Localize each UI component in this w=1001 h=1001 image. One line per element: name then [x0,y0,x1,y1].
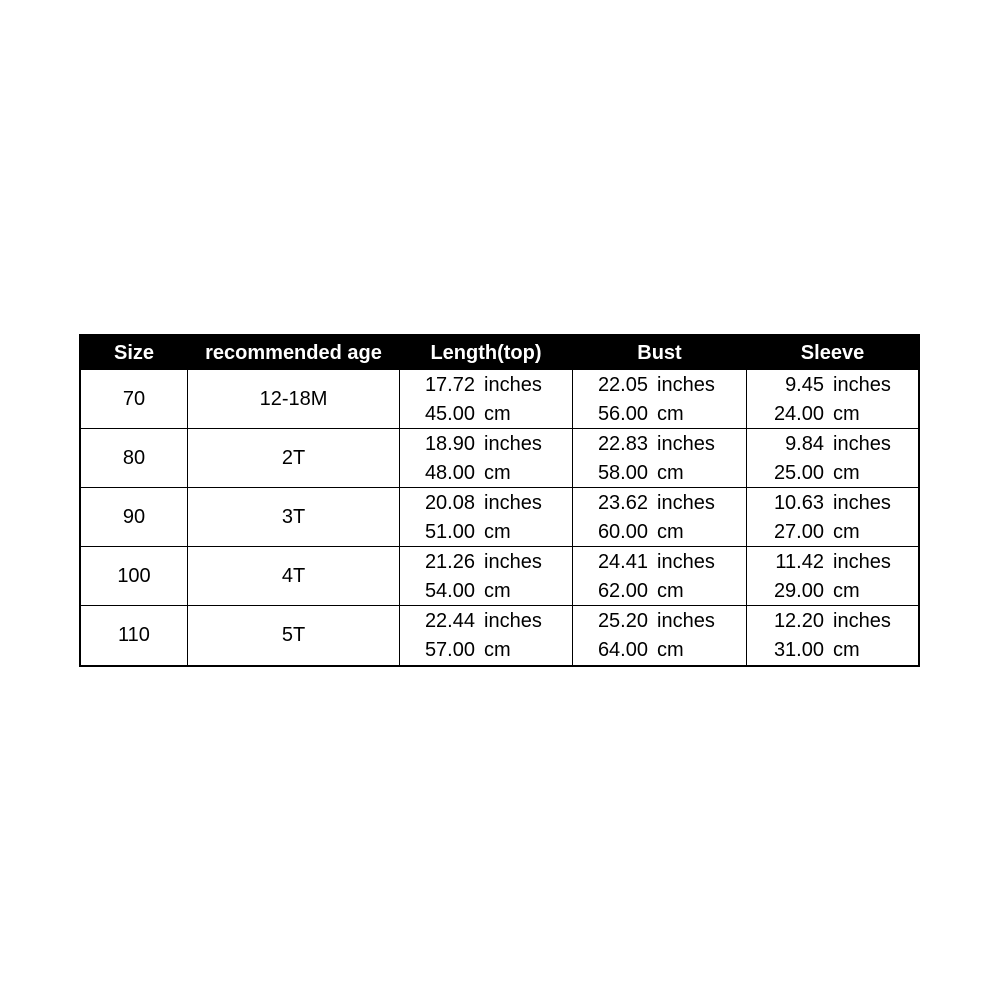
bust-inches-value: 22.83 [597,433,648,455]
unit-inches-label: inches [657,492,715,514]
sleeve-inches-line [767,548,891,577]
header-sleeve: Sleeve [800,342,865,364]
unit-cm-label: cm [484,521,511,543]
bust-inches-value: 24.41 [597,551,648,573]
unit-inches-label: inches [484,492,542,514]
table-row [81,606,918,665]
sleeve-cm-line [767,400,860,429]
bust-cm-line [594,518,684,547]
bust-cm-value: 58.00 [597,462,648,484]
size-chart-table [79,334,920,667]
length-inches-value: 20.08 [424,492,475,514]
length-cm-value: 51.00 [424,521,475,543]
sleeve-inches-line [767,489,891,518]
bust-inches-value: 23.62 [597,492,648,514]
sleeve-inches-line [767,371,891,400]
bust-cm-value: 60.00 [597,521,648,543]
bust-cm-value: 62.00 [597,580,648,602]
sleeve-inches-value: 10.63 [773,492,824,514]
unit-inches-label: inches [484,433,542,455]
unit-inches-label: inches [484,551,542,573]
length-cm-value: 48.00 [424,462,475,484]
unit-inches-label: inches [484,610,542,632]
table-row [81,370,918,429]
length-inches-line [421,430,542,459]
sleeve-cm-line [767,459,860,488]
bust-inches-line [594,607,715,636]
unit-inches-label: inches [833,433,891,455]
cell-sleeve [747,429,918,488]
unit-inches-label: inches [833,374,891,396]
cell-sleeve [747,547,918,606]
cell-recommended-age: 12-18M [259,388,328,410]
unit-inches-label: inches [833,610,891,632]
cell-recommended-age: 2T [281,447,306,469]
length-inches-line [421,607,542,636]
sleeve-inches-value: 9.45 [785,374,824,396]
unit-cm-label: cm [657,580,684,602]
bust-inches-line [594,430,715,459]
length-cm-line [421,636,511,665]
bust-inches-value: 25.20 [597,610,648,632]
cell-size: 100 [117,565,151,587]
sleeve-inches-line [767,430,891,459]
sleeve-inches-value: 11.42 [775,551,824,573]
unit-inches-label: inches [657,433,715,455]
sleeve-cm-value: 27.00 [773,521,824,543]
sleeve-cm-line [767,518,860,547]
cell-size: 70 [122,388,146,410]
length-cm-line [421,518,511,547]
cell-bust [573,606,746,665]
length-inches-line [421,371,542,400]
sleeve-inches-line [767,607,891,636]
length-cm-value: 45.00 [424,403,475,425]
unit-cm-label: cm [657,639,684,661]
length-cm-line [421,400,511,429]
unit-cm-label: cm [833,462,860,484]
cell-length [400,429,572,488]
sleeve-cm-line [767,636,860,665]
length-inches-line [421,548,542,577]
sleeve-cm-value: 29.00 [773,580,824,602]
unit-cm-label: cm [833,403,860,425]
cell-length [400,370,572,429]
unit-inches-label: inches [657,610,715,632]
bust-inches-line [594,371,715,400]
cell-recommended-age: 5T [281,624,306,646]
table-row [81,429,918,488]
unit-inches-label: inches [484,374,542,396]
cell-size: 110 [118,624,150,646]
sleeve-cm-value: 24.00 [773,403,824,425]
unit-cm-label: cm [484,580,511,602]
unit-cm-label: cm [833,639,860,661]
cell-bust [573,547,746,606]
unit-cm-label: cm [657,462,684,484]
cell-length [400,606,572,665]
sleeve-cm-line [767,577,860,606]
bust-inches-line [594,548,715,577]
length-inches-value: 17.72 [424,374,475,396]
length-inches-line [421,489,542,518]
bust-cm-line [594,577,684,606]
unit-inches-label: inches [833,551,891,573]
length-inches-value: 22.44 [424,610,475,632]
table-row [81,488,918,547]
sleeve-inches-value: 12.20 [773,610,824,632]
unit-cm-label: cm [484,639,511,661]
unit-inches-label: inches [657,551,715,573]
length-cm-value: 57.00 [424,639,475,661]
length-inches-value: 21.26 [424,551,475,573]
cell-bust [573,429,746,488]
table-row [81,547,918,606]
header-length: Length(top) [430,342,542,364]
bust-cm-line [594,636,684,665]
length-cm-value: 54.00 [424,580,475,602]
cell-recommended-age: 3T [281,506,306,528]
header-recommended-age: recommended age [205,342,382,364]
header-bust: Bust [637,342,682,364]
unit-cm-label: cm [484,403,511,425]
cell-length [400,547,572,606]
length-cm-line [421,459,511,488]
cell-sleeve [747,370,918,429]
cell-sleeve [747,606,918,665]
cell-length [400,488,572,547]
sleeve-inches-value: 9.84 [785,433,824,455]
unit-cm-label: cm [484,462,511,484]
bust-inches-line [594,489,715,518]
length-inches-value: 18.90 [424,433,475,455]
cell-size: 80 [122,447,146,469]
sleeve-cm-value: 25.00 [773,462,824,484]
cell-recommended-age: 4T [281,565,306,587]
bust-cm-line [594,459,684,488]
header-size: Size [113,342,155,364]
unit-inches-label: inches [833,492,891,514]
bust-cm-value: 64.00 [597,639,648,661]
unit-cm-label: cm [657,521,684,543]
cell-bust [573,488,746,547]
bust-cm-line [594,400,684,429]
bust-inches-value: 22.05 [597,374,648,396]
unit-cm-label: cm [657,403,684,425]
unit-inches-label: inches [657,374,715,396]
cell-sleeve [747,488,918,547]
length-cm-line [421,577,511,606]
unit-cm-label: cm [833,521,860,543]
unit-cm-label: cm [833,580,860,602]
table-header-row [81,336,918,370]
cell-bust [573,370,746,429]
cell-size: 90 [122,506,146,528]
sleeve-cm-value: 31.00 [773,639,824,661]
bust-cm-value: 56.00 [597,403,648,425]
